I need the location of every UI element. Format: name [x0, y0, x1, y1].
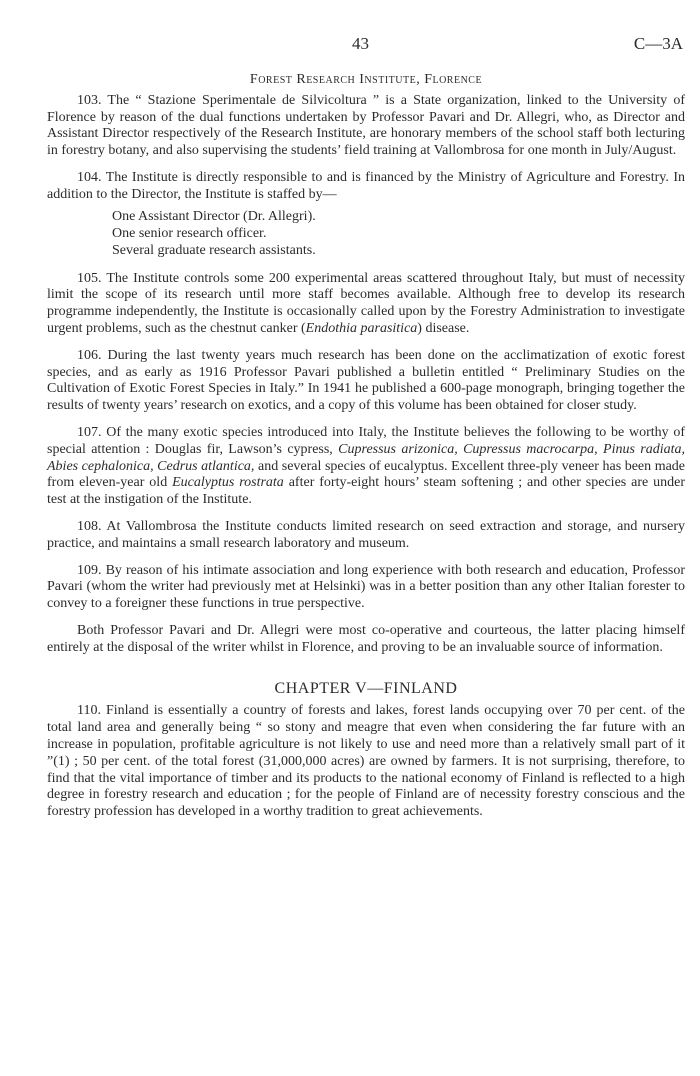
document-body	[47, 72, 685, 831]
paragraph-text: 107. Of the many exotic species introduced into Italy, the Institute believes the following to be worthy of special attention : Douglas fir, Lawson’s cypress,	[47, 424, 685, 457]
paragraph-109: 109. By reason of his intimate association and long experience with both research and education, Professor Pavari (whom the writer had previously met at Helsinki) was in a better position than any other Italian forester to convey to a foreigner these functions in true perspective.	[47, 562, 685, 612]
paragraph-text: ) disease.	[417, 320, 470, 336]
staff-list	[112, 208, 685, 259]
paragraph-text: and several species of eucalyptus. Excellent three-ply veneer has been made from eleven-year old	[47, 458, 686, 491]
paragraph-109-continued: Both Professor Pavari and Dr. Allegri were most co-operative and courteous, the latter placing himself entirely at the disposal of the writer whilst in Florence, and proving to be an invaluable source of information.	[47, 622, 685, 655]
staff-list-item: Several graduate research assistants.	[112, 242, 316, 258]
paragraph-107	[47, 425, 685, 509]
paragraph-108: 108. At Vallombrosa the Institute conducts limited research on seed extraction and storage, and nursery practice, and maintains a small research laboratory and museum.	[47, 518, 685, 551]
page-number: 43	[352, 34, 369, 53]
paragraph-text: after forty-eight hours’ steam softening ; and other species are under test at the instigation of the Institute.	[47, 475, 686, 508]
paragraph-104: 104. The Institute is directly responsible to and is financed by the Ministry of Agriculture and Forestry. In addition to the Director, the Institute is staffed by—	[47, 169, 685, 202]
paragraph-103: 103. The “ Stazione Sperimentale de Silvicoltura ” is a State organization, linked to the University of Florence by reason of the dual functions undertaken by Professor Pavari and Dr. Allegri, who, as Director and Assistant Director respectively of the Research Institute, are honorary members of the school staff both lecturing in forestry botany, and also supervising the students’ field training at Vallombrosa for one month in July/August.	[47, 92, 685, 159]
paragraph-text: 105. The Institute controls some 200 experimental areas scattered throughout Italy, but must of necessity limit the scope of its research until more staff becomes available. Although free to develop its research programme independently, the Institute is occasionally called upon by the Forestry Administration to investigate urgent problems, such as the chestnut canker (	[47, 270, 685, 336]
paragraph-106: 106. During the last twenty years much research has been done on the acclimatization of exotic forest species, and as early as 1916 Professor Pavari published a bulletin entitled “ Preliminary Studies on the Cultivation of Exotic Forest Species in Italy.” In 1941 he published a 600-page monograph, bringing together the results of twenty years’ research on exotics, and a copy of this volume has been obtained for closer study.	[47, 347, 685, 414]
document-reference: C—3A	[633, 34, 683, 53]
section-heading: Forest Research Institute, Florence	[249, 72, 483, 87]
page-header	[0, 34, 700, 56]
paragraph-105	[47, 271, 685, 338]
staff-list-item: One senior research officer.	[112, 225, 267, 241]
species-name: Endothia parasitica	[305, 320, 418, 336]
chapter-heading: CHAPTER V—FINLAND	[274, 679, 458, 697]
species-names: Cupressus arizonica, Cupressus macrocarpa, Pinus radiata, Abies cephalonica, Cedrus atlantica,	[47, 441, 685, 474]
species-name: Eucalyptus rostrata	[172, 475, 284, 491]
staff-list-item: One Assistant Director (Dr. Allegri).	[112, 208, 316, 224]
paragraph-110: 110. Finland is essentially a country of forests and lakes, forest lands occupying over 70 per cent. of the total land area and generally being “ so stony and meagre that even when considering the far future with an increase in population, profitable agriculture is not likely to use and need more than a relatively small part of it ”(1) ; 50 per cent. of the total forest (31,000,000 acres) are owned by farmers. It is not surprising, therefore, to find that the vital importance of timber and its products to the national economy of Finland is reflected to a high degree in forestry research and education ; for the people of Finland are of necessity forestry conscious and the forestry profession has developed in a worthy tradition to great achievements.	[47, 703, 685, 820]
